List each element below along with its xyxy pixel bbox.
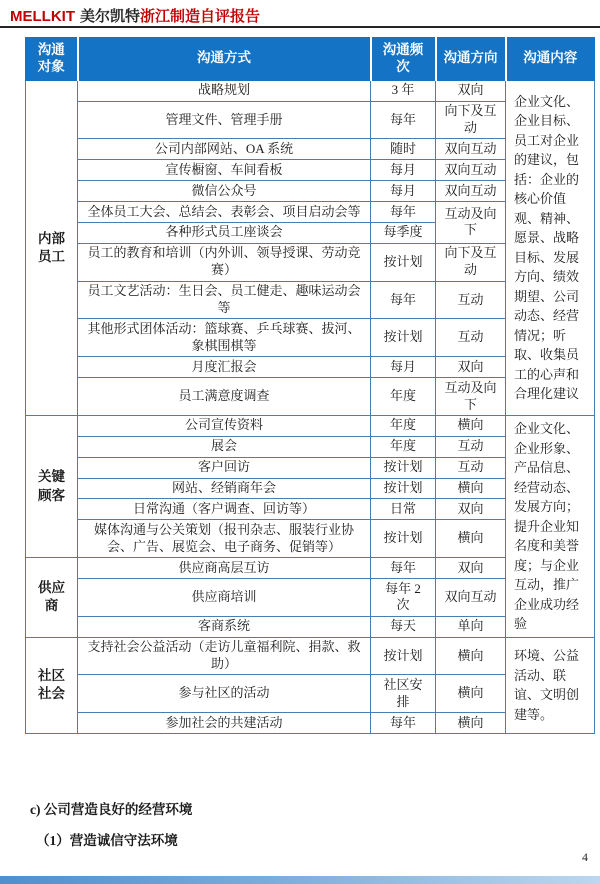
direction-cell: 双向互动 [436, 181, 506, 202]
method-cell: 战略规划 [78, 80, 371, 101]
report-title: 浙江制造自评报告 [140, 9, 261, 25]
column-header-2: 沟通方式 [78, 38, 371, 81]
content-cell: 环境、公益活动、联谊、文明创建等。 [506, 637, 595, 733]
frequency-cell: 每月 [371, 181, 436, 202]
frequency-cell: 年度 [371, 436, 436, 457]
target-cell: 内部员工 [26, 80, 78, 415]
frequency-cell: 按计划 [371, 637, 436, 675]
direction-cell: 横向 [436, 713, 506, 734]
direction-cell: 向下及互动 [436, 243, 506, 281]
direction-cell: 双向 [436, 499, 506, 520]
method-cell: 微信公众号 [78, 181, 371, 202]
direction-cell: 横向 [436, 478, 506, 499]
frequency-cell: 每月 [371, 160, 436, 181]
frequency-cell: 3 年 [371, 80, 436, 101]
method-cell: 月度汇报会 [78, 357, 371, 378]
frequency-cell: 每季度 [371, 222, 436, 243]
table-row [26, 80, 595, 101]
method-cell: 日常沟通（客户调查、回访等） [78, 499, 371, 520]
column-header-1: 沟通对象 [26, 38, 78, 81]
footer-accent-bar [0, 876, 600, 884]
method-cell: 媒体沟通与公关策划（报刊杂志、服装行业协会、广告、展览会、电子商务、促销等） [78, 520, 371, 558]
frequency-cell: 日常 [371, 499, 436, 520]
method-cell: 客商系统 [78, 616, 371, 637]
direction-cell: 双向互动 [436, 579, 506, 617]
method-cell: 展会 [78, 436, 371, 457]
method-cell: 宣传橱窗、车间看板 [78, 160, 371, 181]
table-header [26, 38, 595, 81]
target-cell: 供应商 [26, 558, 78, 638]
communication-table [25, 37, 595, 734]
frequency-cell: 每月 [371, 357, 436, 378]
frequency-cell: 每年 [371, 281, 436, 319]
direction-cell: 双向 [436, 80, 506, 101]
content-cell: 企业文化、企业形象、产品信息、经营动态、发展方向；提升企业知名度和美誉度；与企业互动，推广企业成功经验 [506, 415, 595, 637]
table-header-row [26, 38, 595, 81]
frequency-cell: 每年 2 次 [371, 579, 436, 617]
target-cell: 关键顾客 [26, 415, 78, 557]
frequency-cell: 随时 [371, 139, 436, 160]
method-cell: 供应商高层互访 [78, 558, 371, 579]
method-cell: 客户回访 [78, 457, 371, 478]
frequency-cell: 每年 [371, 101, 436, 139]
method-cell: 供应商培训 [78, 579, 371, 617]
frequency-cell: 年度 [371, 378, 436, 416]
method-cell: 员工文艺活动：生日会、员工健走、趣味运动会等 [78, 281, 371, 319]
page-number: 4 [582, 850, 588, 864]
column-header-5: 沟通内容 [506, 38, 595, 81]
frequency-cell: 按计划 [371, 243, 436, 281]
direction-cell: 双向互动 [436, 160, 506, 181]
frequency-cell: 按计划 [371, 520, 436, 558]
method-cell: 支持社会公益活动（走访儿童福利院、捐款、救助） [78, 637, 371, 675]
method-cell: 公司内部网站、OA 系统 [78, 139, 371, 160]
direction-cell: 双向 [436, 558, 506, 579]
section-heading-c: c) 公司营造良好的经营环境 [30, 802, 193, 817]
frequency-cell: 每年 [371, 202, 436, 223]
frequency-cell: 每年 [371, 558, 436, 579]
target-cell: 社区社会 [26, 637, 78, 733]
direction-cell: 双向 [436, 357, 506, 378]
direction-cell: 横向 [436, 675, 506, 713]
direction-cell: 向下及互动 [436, 101, 506, 139]
direction-cell: 互动 [436, 319, 506, 357]
direction-cell: 互动及向下 [436, 378, 506, 416]
method-cell: 各种形式员工座谈会 [78, 222, 371, 243]
frequency-cell: 社区安排 [371, 675, 436, 713]
table-row [26, 415, 595, 436]
method-cell: 管理文件、管理手册 [78, 101, 371, 139]
direction-cell: 单向 [436, 616, 506, 637]
method-cell: 员工的教育和培训（内外训、领导授课、劳动竞赛） [78, 243, 371, 281]
method-cell: 全体员工大会、总结会、表彰会、项目启动会等 [78, 202, 371, 223]
frequency-cell: 按计划 [371, 457, 436, 478]
column-header-4: 沟通方向 [436, 38, 506, 81]
frequency-cell: 每年 [371, 713, 436, 734]
method-cell: 网站、经销商年会 [78, 478, 371, 499]
direction-cell: 互动及向下 [436, 202, 506, 244]
method-cell: 公司宣传资料 [78, 415, 371, 436]
direction-cell: 互动 [436, 457, 506, 478]
direction-cell: 双向互动 [436, 139, 506, 160]
column-header-3: 沟通频次 [371, 38, 436, 81]
table-row [26, 637, 595, 675]
frequency-cell: 年度 [371, 415, 436, 436]
direction-cell: 横向 [436, 637, 506, 675]
company-name: 美尔凯特 [80, 9, 141, 25]
frequency-cell: 按计划 [371, 478, 436, 499]
method-cell: 参与社区的活动 [78, 675, 371, 713]
direction-cell: 横向 [436, 415, 506, 436]
direction-cell: 横向 [436, 520, 506, 558]
method-cell: 其他形式团体活动：篮球赛、乒乓球赛、拔河、象棋围棋等 [78, 319, 371, 357]
brand-logo-text: MELLKIT [10, 8, 75, 25]
content-cell: 企业文化、企业目标、员工对企业的建议，包括：企业的核心价值观、精神、愿景、战略目标、发展方向、绩效期望、公司动态、经营情况；听取、收集员工的心声和合理化建议 [506, 80, 595, 415]
frequency-cell: 按计划 [371, 319, 436, 357]
method-cell: 员工满意度调查 [78, 378, 371, 416]
page-header [10, 5, 260, 26]
frequency-cell: 每天 [371, 616, 436, 637]
direction-cell: 互动 [436, 281, 506, 319]
section-heading-c1: （1）营造诚信守法环境 [36, 833, 178, 848]
direction-cell: 互动 [436, 436, 506, 457]
method-cell: 参加社会的共建活动 [78, 713, 371, 734]
header-divider [0, 26, 600, 28]
